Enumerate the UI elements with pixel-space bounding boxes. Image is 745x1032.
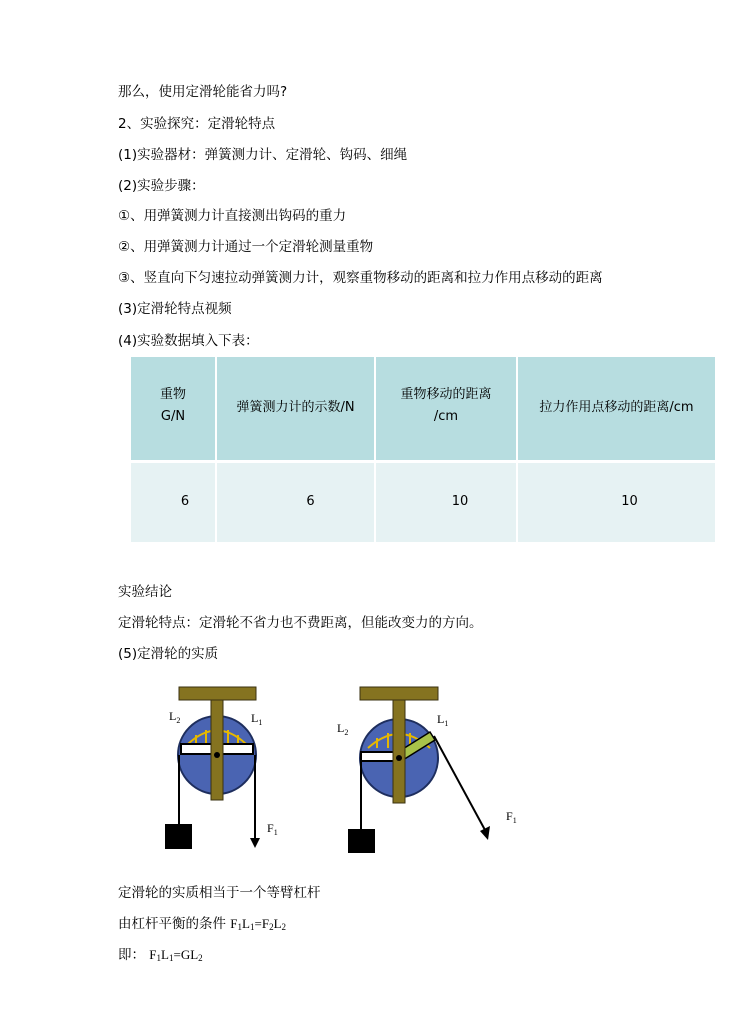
conclusion-heading: 实验结论 bbox=[118, 584, 172, 600]
label-L2-right: $L_2$ bbox=[337, 721, 349, 737]
cell-load-distance: 10 bbox=[451, 494, 469, 509]
label-L1-right: $L_1$ bbox=[437, 712, 449, 728]
header-cell-weight bbox=[131, 357, 215, 460]
question-line: 那么，使用定滑轮能省力吗? bbox=[118, 84, 288, 100]
cell-effort-distance: 10 bbox=[621, 494, 638, 509]
header-cell-reading bbox=[217, 357, 374, 460]
section-heading: 2、实验探究：定滑轮特点 bbox=[118, 116, 276, 132]
header-weight-line2: G/N bbox=[160, 409, 186, 424]
table-cell bbox=[131, 463, 215, 542]
header-effort: 拉力作用点移动的距离/cm bbox=[539, 400, 694, 415]
header-reading: 弹簧测力计的示数/N bbox=[236, 400, 355, 415]
label-L1-left: $L_1$ bbox=[251, 711, 263, 727]
essence-line: 定滑轮的实质相当于一个等臂杠杆 bbox=[118, 885, 321, 901]
step-1: ①、用弹簧测力计直接测出钩码的重力 bbox=[118, 208, 347, 224]
cell-weight: 6 bbox=[180, 494, 190, 509]
pulley-diagram bbox=[0, 680, 745, 880]
label-F1-right: $F_1$ bbox=[506, 809, 517, 825]
header-weight-line1: 重物 bbox=[159, 387, 186, 402]
table-cell bbox=[518, 463, 715, 542]
data-table bbox=[131, 357, 715, 542]
label-L2-left: $L_2$ bbox=[169, 709, 181, 725]
table-cell bbox=[217, 463, 374, 542]
step-3: ③、竖直向下匀速拉动弹簧测力计，观察重物移动的距离和拉力作用点移动的距离 bbox=[118, 270, 603, 286]
header-cell-effort-distance bbox=[518, 357, 715, 460]
equilibrium-line: 由杠杆平衡的条件 $F_1L_1=F_2L_2$ bbox=[118, 916, 287, 932]
label-F1-left: $F_1$ bbox=[267, 821, 278, 837]
header-load-line2: /cm bbox=[433, 409, 459, 424]
cell-reading: 6 bbox=[306, 494, 315, 509]
header-load-line1: 重物移动的距离 bbox=[400, 387, 492, 402]
video-line: (3)定滑轮特点视频 bbox=[118, 301, 232, 317]
pulley-angled bbox=[337, 687, 517, 853]
steps-heading: (2)实验步骤： bbox=[118, 178, 205, 194]
materials-line: (1)实验器材：弹簧测力计、定滑轮、钩码、细绳 bbox=[118, 147, 408, 163]
result-line: 即： $F_1L_1=GL_2$ bbox=[118, 947, 203, 963]
header-cell-load-distance bbox=[376, 357, 516, 460]
pulley-vertical bbox=[165, 687, 278, 849]
step-2: ②、用弹簧测力计通过一个定滑轮测量重物 bbox=[118, 239, 374, 255]
table-cell bbox=[376, 463, 516, 542]
essence-heading: (5)定滑轮的实质 bbox=[118, 646, 219, 662]
feature-line: 定滑轮特点：定滑轮不省力也不费距离，但能改变力的方向。 bbox=[118, 615, 483, 631]
table-intro: (4)实验数据填入下表： bbox=[118, 333, 259, 349]
